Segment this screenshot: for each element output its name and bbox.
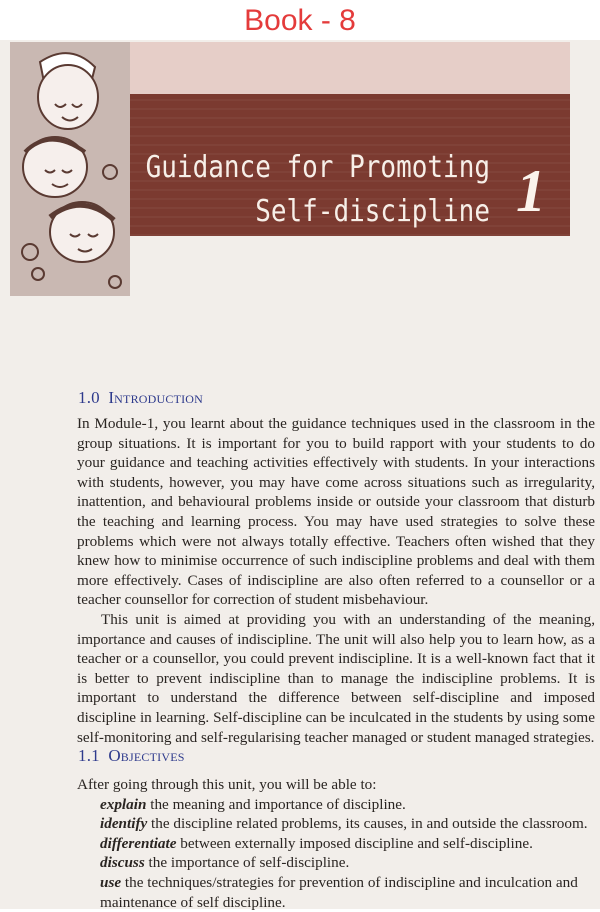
children-drawing-icon (10, 42, 130, 296)
objective-item: discuss the importance of self-discipline. (100, 854, 350, 872)
objectives-list (77, 775, 597, 912)
chapter-number: 1 (516, 158, 546, 224)
objective-item: explain the meaning and importance of discipline. (100, 795, 406, 813)
introduction-body (77, 414, 595, 747)
objective-item: identify the discipline related problems, its causes, in and outside the classroom. (100, 815, 588, 833)
header-band (130, 42, 570, 94)
objective-item: use the techniques/strategies for prevention of indiscipline and inculcation and maintenance of self discipline. (100, 873, 578, 911)
chapter-title: Guidance for Promoting Self-discipline (145, 150, 490, 229)
section-heading-introduction: 1.0 Introduction (78, 388, 204, 407)
section-heading-objectives: 1.1 Objectives (78, 746, 185, 765)
chapter-title-bar (130, 94, 570, 236)
objective-item: differentiate between externally imposed discipline and self-discipline. (100, 834, 533, 852)
book-page (0, 40, 600, 909)
book-label: Book - 8 (244, 4, 356, 37)
objectives-intro: After going through this unit, you will be able to: (77, 776, 377, 793)
children-illustration (10, 42, 130, 296)
paragraph: This unit is aimed at providing you with an understanding of the meaning, importance and causes of indiscipline. The unit will also help you to learn how, as a teacher or a counsellor, you could prevent indiscipline. It is a well-known fact that it is better to prevent indiscipline than to manage the indiscipline problems. It is important to understand the difference between self-discipline and imposed discipline in learning. Self-discipline can be inculcated in the students by using some self-monitoring and self-regularising teacher managed or student managed strategies. (77, 610, 595, 746)
paragraph: In Module-1, you learnt about the guidance techniques used in the classroom in the group situations. It is important for you to build rapport with your students to do your guidance and teaching activities effectively with students. In your interactions with students, however, you may have come across situations such as irregularity, inattention, and behavioural problems inside or outside your classroom that disturb the teaching and learning process. You may have used strategies to solve these problems which were not always totally effective. Teachers often wished that they knew how to minimise occurrence of such indiscipline problems and deal with them more effectively. Cases of indiscipline are also often referred to a counsellor or a teacher counsellor for correction of student misbehaviour. (77, 415, 595, 609)
